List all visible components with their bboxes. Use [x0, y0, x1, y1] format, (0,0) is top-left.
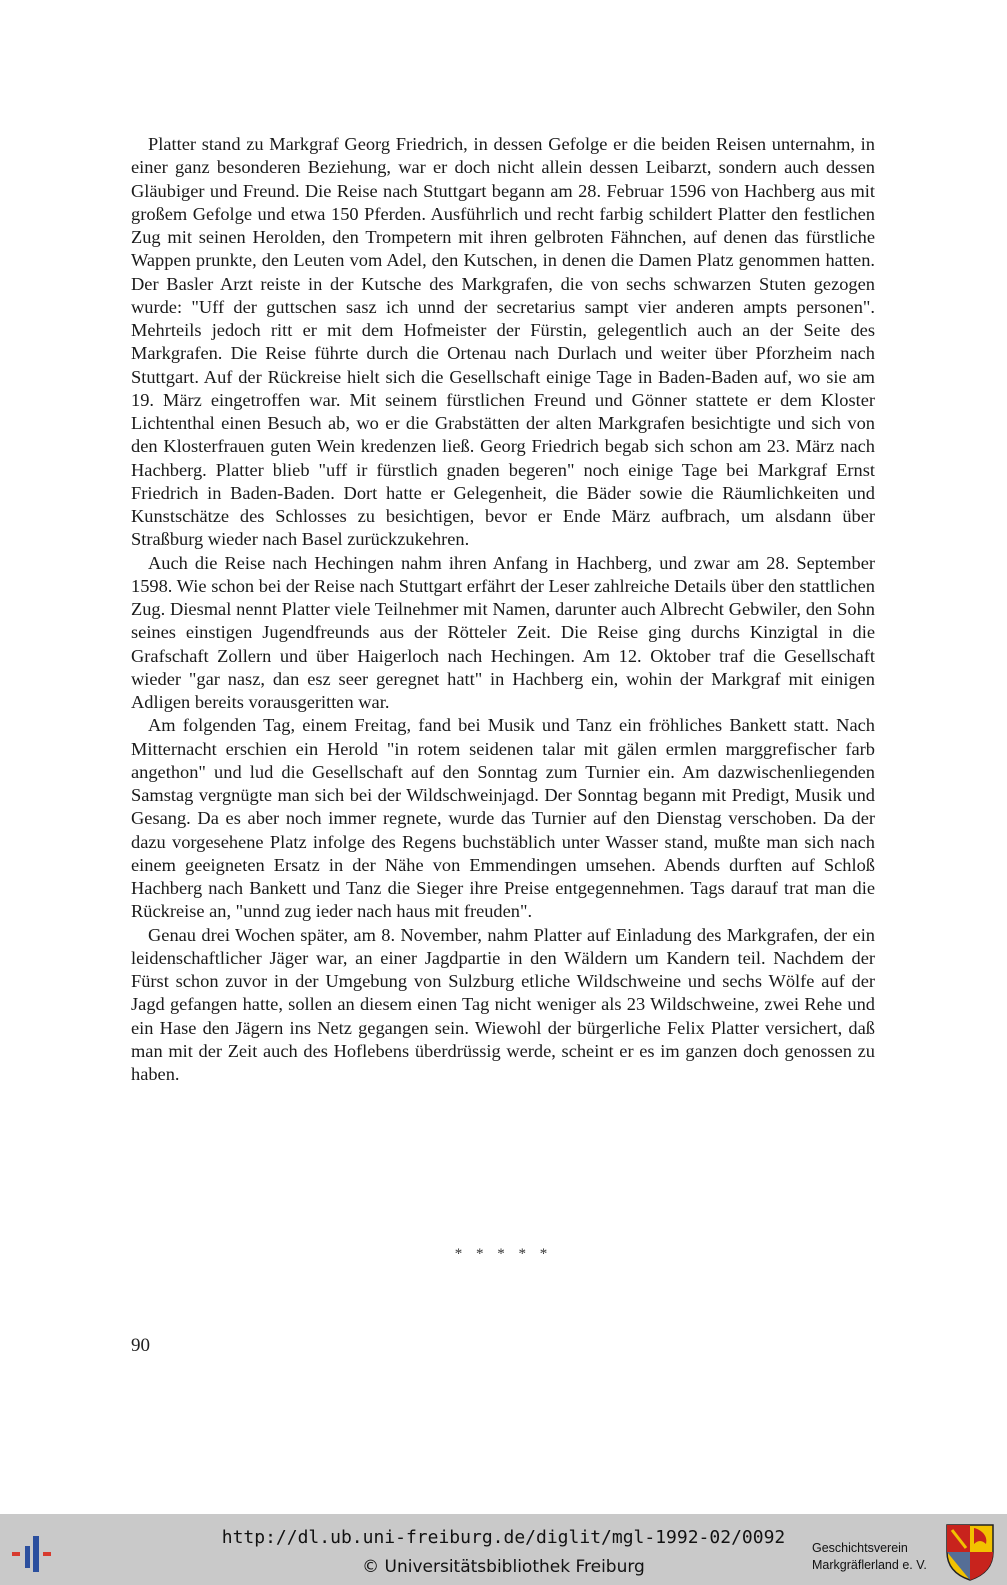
copyright-notice: © Universitätsbibliothek Freiburg	[362, 1557, 645, 1577]
page-body	[131, 133, 875, 1086]
section-separator: * * * * *	[454, 1246, 553, 1262]
paragraph-3: Am folgenden Tag, einem Freitag, fand bei Musik und Tanz ein fröhliches Bankett statt. Nach Mitternacht erschien ein Herold "in rotem seidenen talar mit gälen ermlen marggrefischer farb angethon" und lud die Gesellschaft auf den Sonntag zum Turnier ein. Am dazwischenliegenden Samstag vergnügte man sich bei der Wildschweinjagd. Der Sonntag begann mit Predigt, Musik und Gesang. Da es aber noch immer regnete, wurde das Turnier auf den Dienstag verschoben. Da der dazu vorgesehene Platz infolge des Regens buchstäblich unter Wasser stand, mußte man sich nach einem geeigneten Ersatz in der Nähe von Emmendingen umsehen. Abends durften auf Schloß Hachberg nach Bankett und Tanz die Sieger ihre Preise entgegennehmen. Tags darauf trat man die Rückreise an, "unnd zug ieder nach haus mit freuden".	[131, 715, 875, 922]
document-url-link[interactable]: http://dl.ub.uni-freiburg.de/diglit/mgl-1992-02/0092	[221, 1527, 786, 1548]
viewer-footer	[0, 1514, 1007, 1585]
society-name	[812, 1540, 942, 1574]
page-number: 90	[131, 1335, 150, 1356]
paragraph-2: Auch die Reise nach Hechingen nahm ihren Anfang in Hachberg, und zwar am 28. September 1598. Wie schon bei der Reise nach Stuttgart erfährt der Leser zahlreiche Details über den stattlichen Zug. Diesmal nennt Platter viele Teilnehmer mit Namen, darunter auch Albrecht Gebwiler, den Sohn seines einstigen Jugendfreunds aus der Rötteler Zeit. Die Reise ging durchs Kinzigtal in die Grafschaft Zollern und über Haigerloch nach Hechingen. Am 12. Oktober traf die Gesellschaft wieder "gar nasz, dan esz seer geregnet hatt" in Hachberg ein, wohin der Markgraf mit einigen Adligen bereits vorausgeritten war.	[131, 552, 875, 712]
markgraeflerland-crest-icon[interactable]	[944, 1522, 996, 1582]
society-name-line-1: Geschichtsverein	[812, 1541, 908, 1555]
paragraph-4: Genau drei Wochen später, am 8. November, nahm Platter auf Einladung des Markgrafen, der ein leidenschaftlicher Jäger war, an einer Jagdpartie in den Wäldern um Kandern teil. Nachdem der Fürst schon zuvor in der Umgebung von Sulzburg etliche Wildschweine und sechs Wölfe auf der Jagd gefangen hatte, sollen an diesem einen Tag nicht weniger als 23 Wildschweine, zwei Rehe und ein Hase den Jägern ins Netz gegangen sein. Wiewohl der bürgerliche Felix Platter versichert, daß man mit der Zeit auch des Hoflebens überdrüssig werde, scheint er es im ganzen doch genossen zu haben.	[131, 924, 875, 1084]
society-name-line-2: Markgräflerland e. V.	[812, 1558, 927, 1572]
paragraph-1: Platter stand zu Markgraf Georg Friedrich, in dessen Gefolge er die beiden Reisen unternahm, in einer ganz besonderen Beziehung, war er doch nicht allein dessen Leibarzt, sondern auch dessen Gläubiger und Freund. Die Reise nach Stuttgart begann am 28. Februar 1596 von Hachberg aus mit großem Gefolge und etwa 150 Pferden. Ausführlich und recht farbig schildert Platter den festlichen Zug mit seinen Herolden, den Trompetern mit ihren gelbroten Fähnchen, auf denen das fürstliche Wappen prunkte, den Leuten vom Adel, den Kutschen, in denen die Damen Platz genommen hatten. Der Basler Arzt reiste in der Kutsche des Markgrafen, die von sechs schwarzen Stuten gezogen wurde: "Uff der guttschen sasz ich unnd der secretarius sampt vier anderen ampts personen". Mehrteils jedoch ritt er mit dem Hofmeister der Fürstin, gelegentlich auch an der Seite des Markgrafen. Die Reise führte durch die Ortenau nach Durlach und weiter über Pforzheim nach Stuttgart. Auf der Rückreise hielt sich die Gesellschaft einige Tage in Baden-Baden auf, wo sie am 19. März eingetroffen war. Mit seinem fürstlichen Freund und Gönner stattete er dem Kloster Lichtenthal einen Besuch ab, wo er die Grabstätten der alten Markgrafen besichtigte und sich von den Klosterfrauen guten Wein kredenzen ließ. Georg Friedrich begab sich schon am 23. März nach Hachberg. Platter blieb "uff ir fürstlich gnaden begeren" noch einige Tage bei Markgraf Ernst Friedrich in Baden-Baden. Dort hatte er Gelegenheit, die Bäder sowie die Räumlichkeiten und Kunstschätze des Schlosses zu besichtigen, bevor er Ende März aufbrach, um alsdann über Straßburg wieder nach Basel zurückzukehren.	[131, 134, 875, 550]
